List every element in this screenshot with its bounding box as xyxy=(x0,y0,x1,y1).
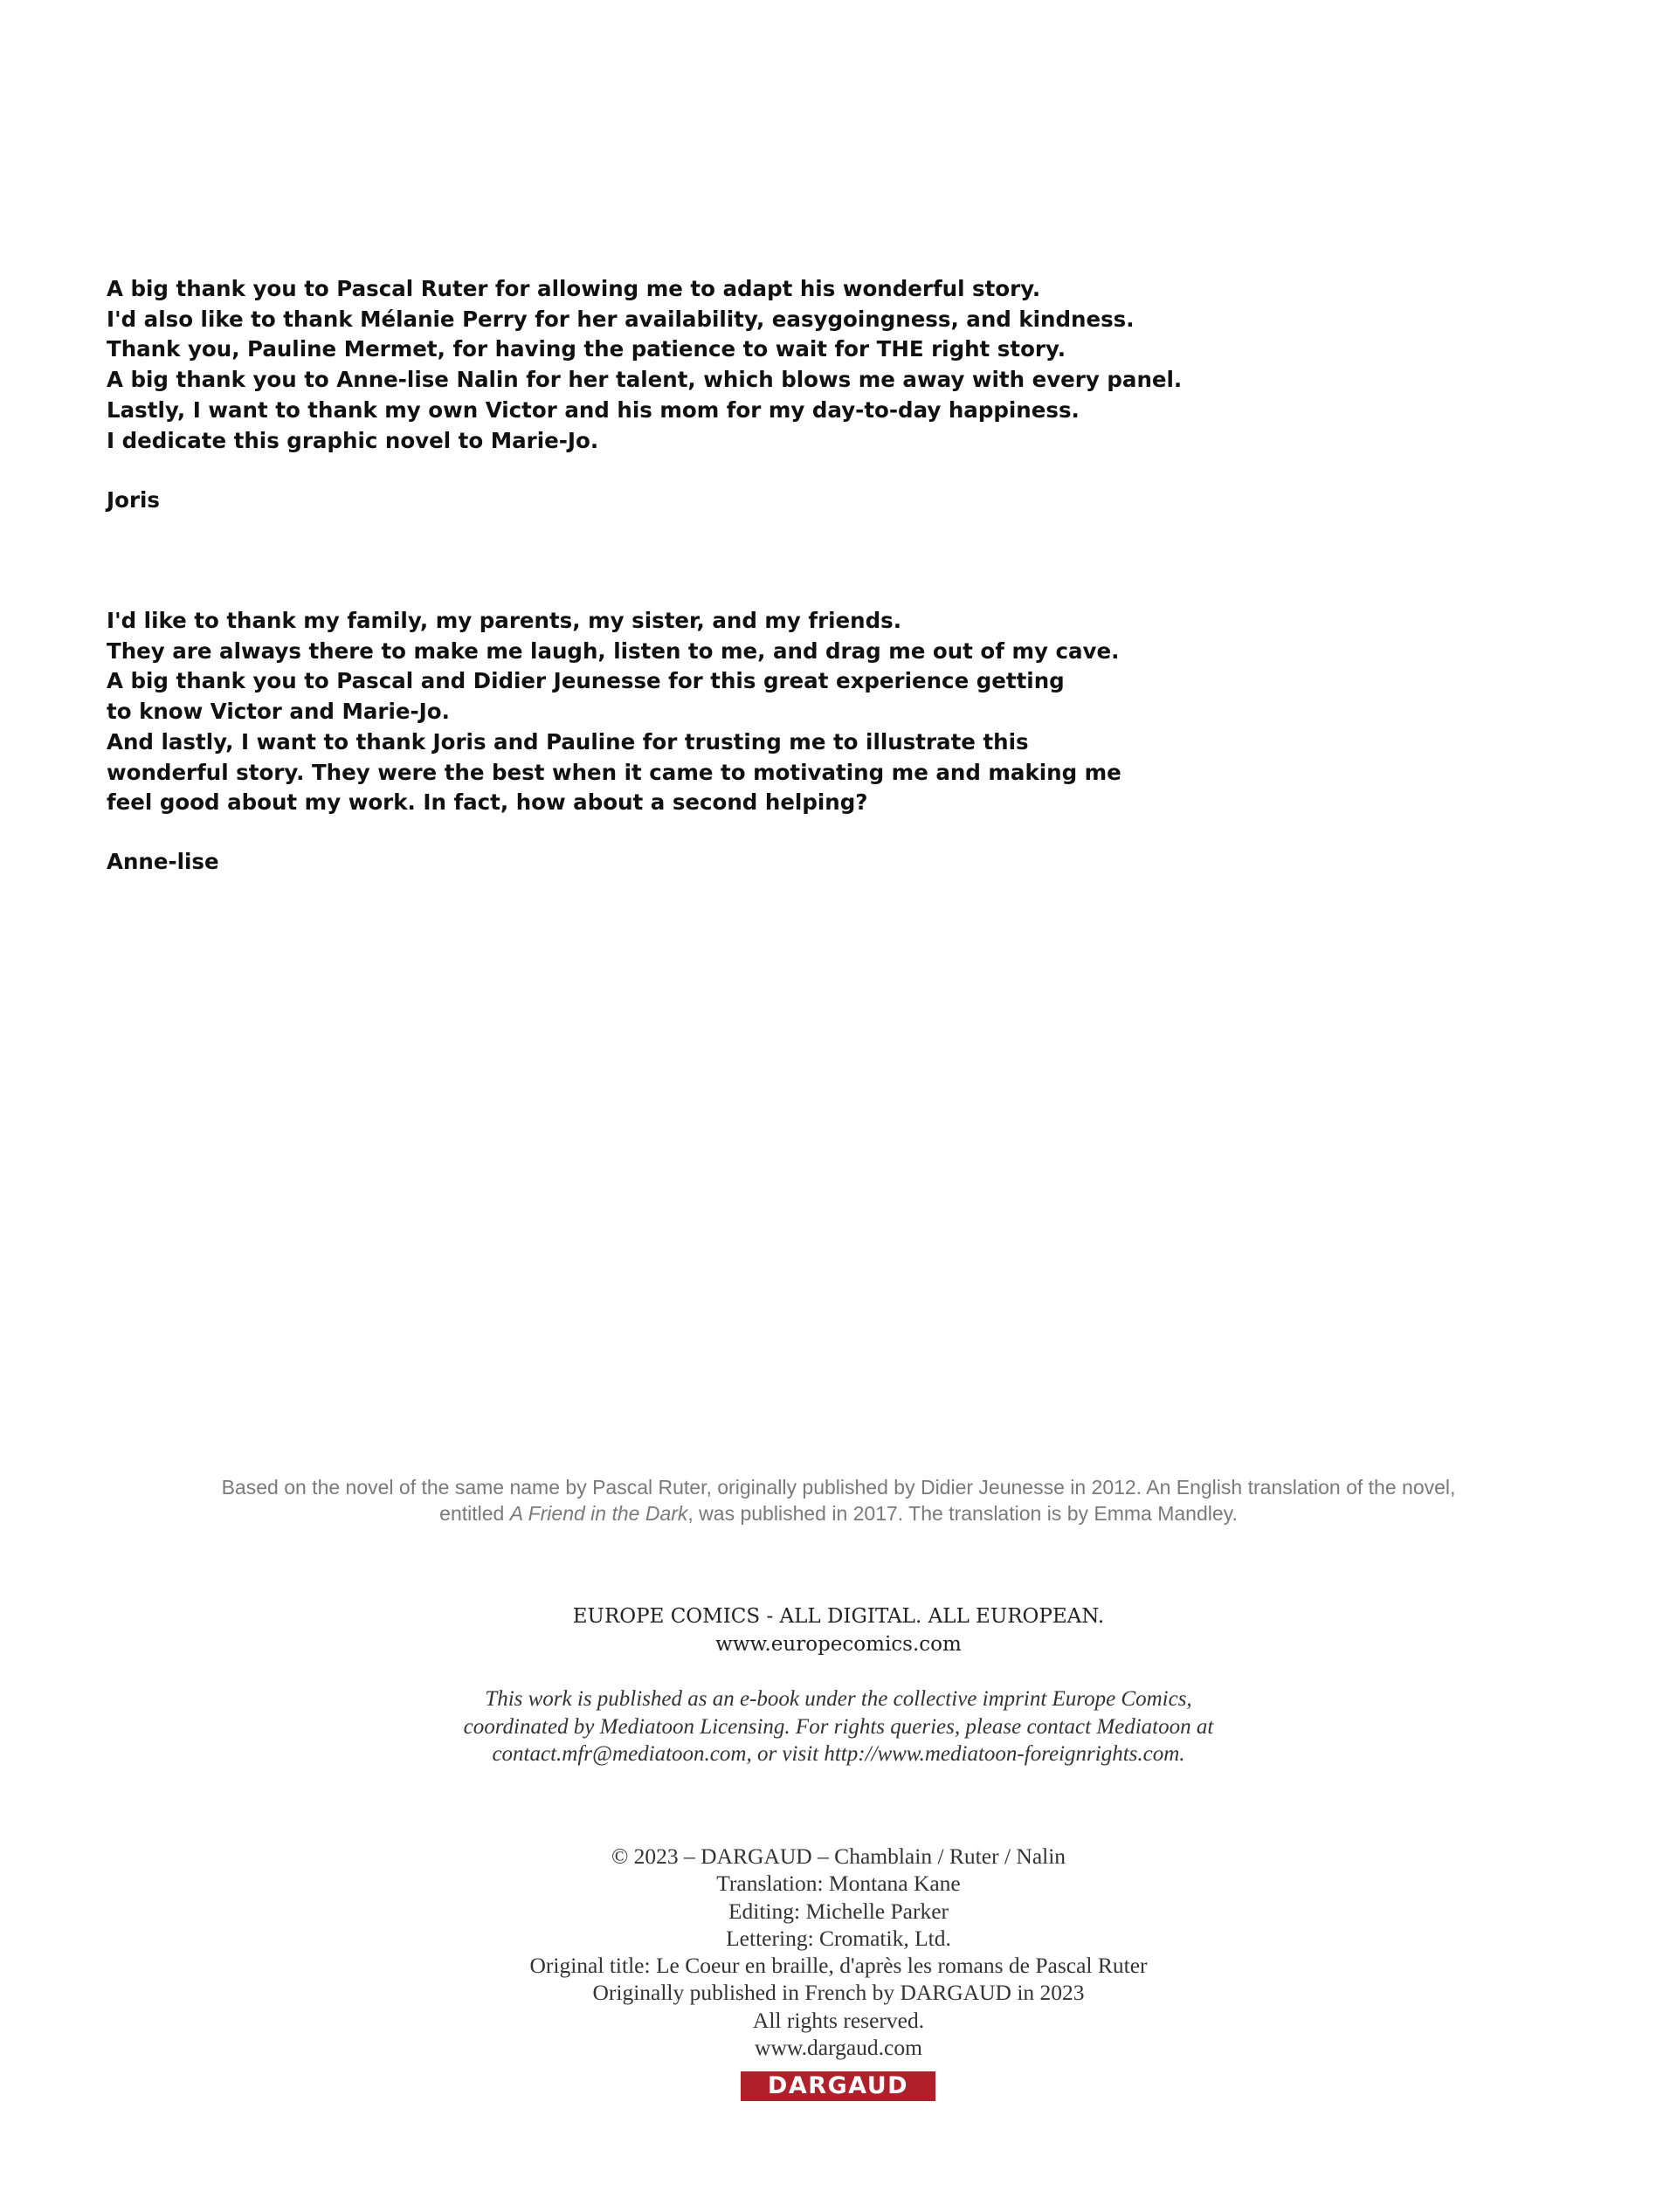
rights-reserved: All rights reserved. xyxy=(752,2007,925,2033)
dargaud-logo: DARGAUD xyxy=(741,2071,935,2101)
novel-title: A Friend in the Dark xyxy=(509,1502,688,1525)
acknowledgement-annelise xyxy=(107,606,1121,818)
copyright-line: © 2023 – DARGAUD – Chamblain / Ruter / Nalin xyxy=(611,1843,1066,1869)
ack-line: A big thank you to Pascal and Didier Jeunesse for this great experience getting xyxy=(107,668,1065,694)
credits-block xyxy=(0,1843,1677,2061)
editing-credit: Editing: Michelle Parker xyxy=(728,1898,949,1924)
based-on-prefix: entitled xyxy=(439,1502,510,1525)
based-on-suffix: , was published in 2017. The translation is by Emma Mandley. xyxy=(687,1502,1238,1525)
notice-line: This work is published as an e-book under the collective imprint Europe Comics, xyxy=(485,1687,1192,1711)
ack-line: And lastly, I want to thank Joris and Pauline for trusting me to illustrate this xyxy=(107,728,1029,755)
publication-notice xyxy=(0,1685,1677,1768)
acknowledgement-joris xyxy=(107,274,1182,456)
europe-comics-url[interactable]: www.europecomics.com xyxy=(715,1632,962,1656)
signature-joris: Joris xyxy=(107,487,161,513)
ack-line: feel good about my work. In fact, how about a second helping? xyxy=(107,789,868,816)
ack-line: A big thank you to Pascal Ruter for allowing me to adapt his wonderful story. xyxy=(107,276,1041,301)
europe-comics-tagline: EUROPE COMICS - ALL DIGITAL. ALL EUROPEAN. xyxy=(572,1605,1105,1628)
ack-line: I dedicate this graphic novel to Marie-Jo. xyxy=(107,427,599,453)
based-on-note xyxy=(0,1474,1677,1526)
ack-line: Lastly, I want to thank my own Victor and his mom for my day-to-day happiness. xyxy=(107,396,1080,423)
notice-line: contact.mfr@mediatoon.com, or visit http://www.mediatoon-foreignrights.com. xyxy=(492,1742,1185,1766)
ack-line: They are always there to make me laugh, listen to me, and drag me out of my cave. xyxy=(107,637,1120,664)
dargaud-url[interactable]: www.dargaud.com xyxy=(755,2035,922,2061)
europe-comics-block xyxy=(0,1603,1677,1658)
ack-line: wonderful story. They were the best when it came to motivating me and making me xyxy=(107,759,1121,785)
ack-line: A big thank you to Anne-lise Nalin for her talent, which blows me away with every panel. xyxy=(107,367,1183,393)
ack-line: I'd like to thank my family, my parents, my sister, and my friends. xyxy=(107,608,902,633)
ack-line: Thank you, Pauline Mermet, for having the patience to wait for THE right story. xyxy=(107,336,1066,362)
lettering-credit: Lettering: Cromatik, Ltd. xyxy=(726,1925,951,1951)
based-on-line-1: Based on the novel of the same name by Pascal Ruter, originally published by Didier Jeunesse in 2012. An English translation of the novel, xyxy=(221,1476,1456,1499)
notice-line: coordinated by Mediatoon Licensing. For rights queries, please contact Mediatoon at xyxy=(463,1714,1214,1739)
based-on-line-2 xyxy=(0,1500,1677,1526)
original-title: Original title: Le Coeur en braille, d'après les romans de Pascal Ruter xyxy=(529,1953,1148,1979)
signature-annelise: Anne-lise xyxy=(107,849,219,874)
ack-line: I'd also like to thank Mélanie Perry for her availability, easygoingness, and kindness. xyxy=(107,306,1135,332)
ack-line: to know Victor and Marie-Jo. xyxy=(107,699,450,725)
translation-credit: Translation: Montana Kane xyxy=(716,1871,961,1897)
original-publication: Originally published in French by DARGAUD in 2023 xyxy=(592,1980,1085,2006)
